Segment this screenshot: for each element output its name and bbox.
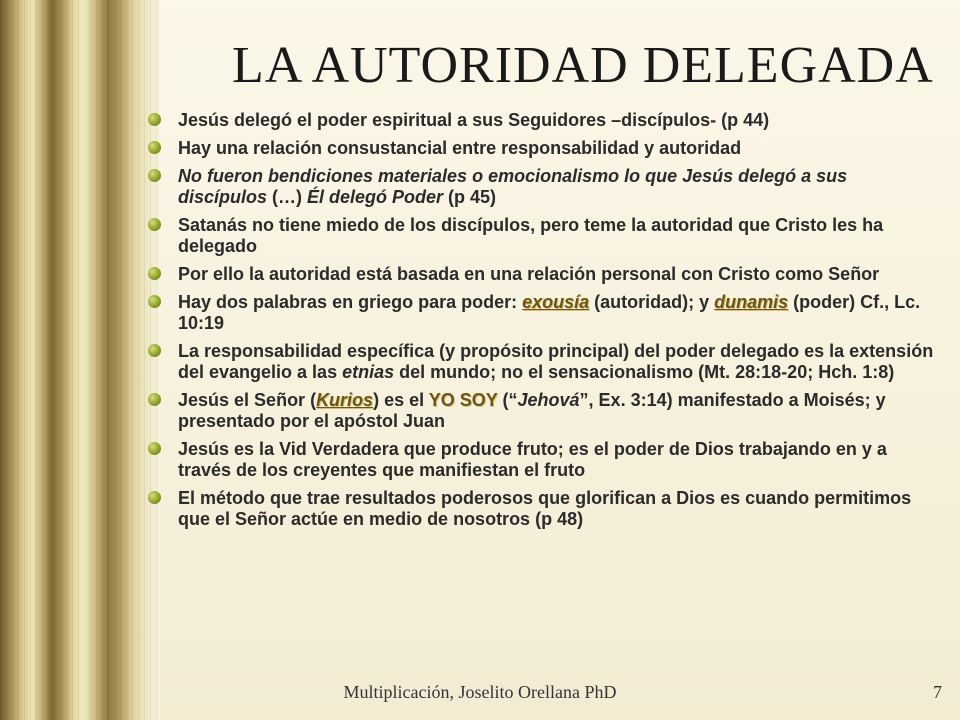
bullet-icon [148,344,161,357]
bullet-item [148,166,938,208]
bullet-text: ”, Ex. 3:14) manifestado a Moisés; y presentado por el apóstol Juan [178,390,886,431]
bullet-list [148,110,938,537]
decorative-pillar [0,0,160,720]
bullet-item [148,390,938,432]
bullet-text: Hay dos palabras en griego para poder: [178,292,523,312]
bullet-text: Jesús delegó el poder espiritual a sus Seguidores –discípulos- (p 44) [178,110,770,130]
bullet-icon [148,442,161,455]
slide-footer: Multiplicación, Joselito Orellana PhD [343,682,617,702]
bullet-text: ) es el [373,390,429,410]
bullet-text: Por ello la autoridad está basada en una relación personal con Cristo como Señor [178,264,880,284]
bullet-text: Jesús el Señor ( [178,390,317,410]
bullet-item [148,488,938,530]
bullet-icon [148,267,161,280]
bullet-item [148,439,938,481]
bullet-icon [148,113,161,126]
bullet-item [148,264,938,285]
bullet-icon [148,491,161,504]
bullet-item [148,110,938,131]
bullet-text: del mundo; no el sensacionalismo (Mt. 28:18-20; Hch. 1:8) [394,362,895,382]
bullet-icon [148,218,161,231]
bullet-text-italic: Él delegó Poder [307,187,444,207]
greek-term-dunamis: dunamis [714,292,789,312]
bullet-text: Satanás no tiene miedo de los discípulos, pero teme la autoridad que Cristo les ha delegado [178,215,884,256]
bullet-text: El método que trae resultados poderosos que glorifican a Dios es cuando permitimos que el Señor actúe en medio de nosotros (p 48) [178,488,912,529]
bullet-text: La responsabilidad específica (y propósito principal) del poder delegado es la extensión del evangelio a las [178,341,934,382]
bullet-text: Hay una relación consustancial entre responsabilidad y autoridad [178,138,742,158]
bullet-text: Jesús es la Vid Verdadera que produce fruto; es el poder de Dios trabajando en y a través de los creyentes que manifiestan el fruto [178,439,887,480]
bullet-text-italic: Jehová [517,390,580,410]
bullet-text-italic: etnias [342,362,395,382]
bullet-item [148,292,938,334]
greek-term-kurios: Kurios [316,390,374,410]
bullet-text: (“ [497,390,518,410]
bullet-icon [148,393,161,406]
bullet-item [148,215,938,257]
bullet-item [148,138,938,159]
bullet-icon [148,295,161,308]
bullet-text-italic: No fueron bendiciones materiales o emocionalismo lo que Jesús delegó a sus discípulos [178,166,848,207]
slide-title: LA AUTORIDAD DELEGADA [232,37,934,94]
bullet-text: (…) [267,187,308,207]
bullet-item [148,341,938,383]
bullet-text: (autoridad); y [589,292,715,312]
greek-term-exousia: exousía [522,292,590,312]
bullet-icon [148,169,161,182]
bullet-text: (p 45) [443,187,497,207]
bullet-text: (poder) Cf., Lc. 10:19 [178,292,921,333]
page-number: 7 [933,682,942,702]
term-yo-soy: YO SOY [428,390,498,410]
bullet-icon [148,141,161,154]
